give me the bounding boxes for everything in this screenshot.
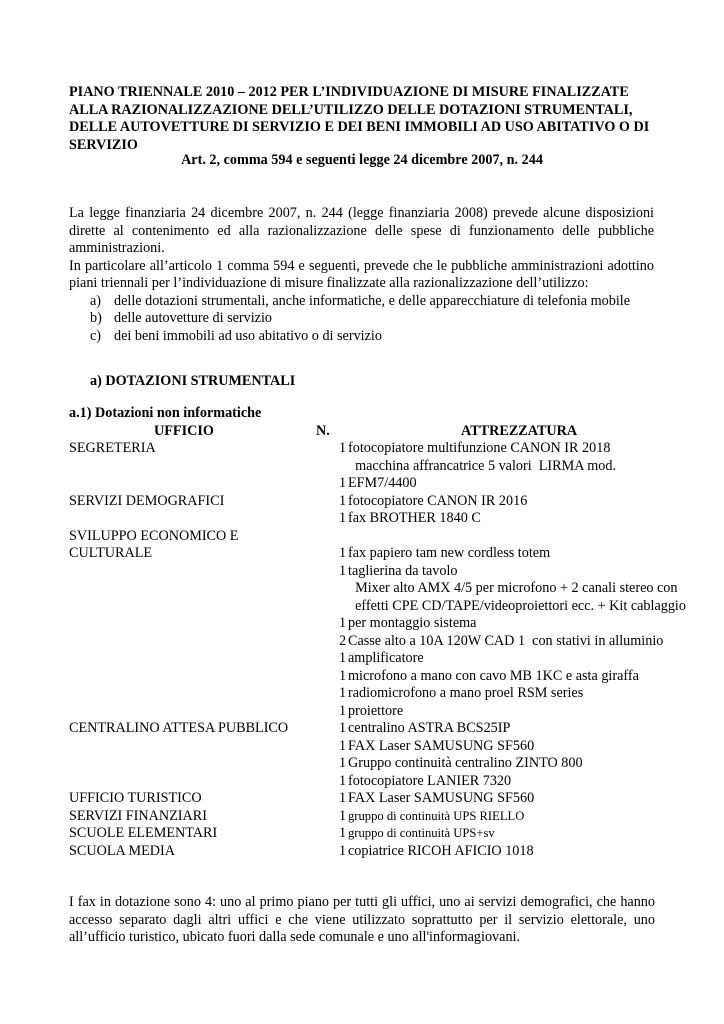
equipment-cell: FAX Laser SAMUSUNG SF560: [348, 790, 535, 806]
document-subtitle: Art. 2, comma 594 e seguenti legge 24 dicembre 2007, n. 244: [181, 152, 543, 168]
qty-cell: 1: [339, 615, 347, 631]
qty-cell: 1: [339, 545, 347, 561]
equipment-cell: gruppo di continuità UPS+sv: [348, 826, 495, 840]
list-item-text: delle dotazioni strumentali, anche informatiche, e delle apparecchiature di telefonia mobile: [114, 292, 631, 309]
office-cell: SERVIZI DEMOGRAFICI: [69, 492, 225, 509]
equipment-cell: effetti CPE CD/TAPE/videoproiettori ecc. + Kit cablaggio: [348, 597, 686, 614]
office-cell: SCUOLA MEDIA: [69, 842, 176, 859]
table-row: [0, 563, 724, 581]
table-row: [0, 755, 724, 773]
qty-cell: 1: [339, 807, 347, 824]
table-row: [0, 773, 724, 791]
qty-cell: 1: [339, 685, 347, 701]
intro-paragraph: In particolare all’articolo 1 comma 594 e seguenti, prevede che le pubbliche amministrazioni adottino piani triennali per l’individuazione di misure finalizzate alla razionalizzazione dell’utilizzo:: [69, 257, 654, 291]
table-row: [0, 650, 724, 668]
equipment-cell: taglierina da tavolo: [348, 562, 458, 579]
table-row: [0, 808, 724, 826]
equipment-cell: macchina affrancatrice 5 valori LIRMA mod.: [348, 457, 617, 474]
qty-cell: 1: [339, 737, 347, 754]
qty-cell: 1: [339, 510, 347, 526]
qty-cell: 1: [339, 492, 347, 509]
table-row: [0, 825, 724, 843]
closing-paragraph: I fax in dotazione sono 4: uno al primo piano per tutti gli uffici, uno ai servizi demografici, che hanno accesso separato dagli altri uffici e che viene utilizzato soprattutto per il servizio elettorale, uno all’ufficio turistico, ubicato fuori dalla sede comunale e uno all'informagiovani.: [69, 894, 655, 945]
subsection-heading: a.1) Dotazioni non informatiche: [69, 405, 262, 421]
office-cell: CENTRALINO ATTESA PUBBLICO: [69, 720, 289, 736]
equipment-cell: FAX Laser SAMUSUNG SF560: [348, 737, 535, 754]
equipment-cell: fotocopiatore CANON IR 2016: [348, 492, 528, 509]
office-cell: SVILUPPO ECONOMICO E: [69, 527, 239, 544]
table-row: [0, 633, 724, 651]
equipment-cell: proiettore: [348, 702, 404, 719]
qty-cell: 1: [339, 650, 347, 666]
table-row: [0, 580, 724, 598]
list-item-text: dei beni immobili ad uso abitativo o di servizio: [114, 327, 382, 344]
table-row: [0, 510, 724, 528]
qty-cell: 2: [339, 632, 347, 649]
document-title: PIANO TRIENNALE 2010 – 2012 PER L’INDIVIDUAZIONE DI MISURE FINALIZZATE ALLA RAZIONALIZZAZIONE DELL’UTILIZZO DELLE DOTAZIONI STRUMENTALI, DELLE AUTOVETTURE DI SERVIZIO E DEI BENI IMMOBILI AD USO ABITATIVO O DI SERVIZIO: [69, 84, 650, 153]
table-row: [0, 685, 724, 703]
column-header-qty: N.: [316, 423, 330, 439]
equipment-cell: EFM7/4400: [348, 475, 417, 491]
office-cell: CULTURALE: [69, 545, 153, 561]
qty-cell: 1: [339, 790, 347, 806]
table-row: [0, 598, 724, 616]
list-item: [69, 293, 654, 311]
intro-list: [69, 293, 654, 346]
intro-section: [69, 205, 654, 345]
equipment-cell: Gruppo continuità centralino ZINTO 800: [348, 755, 583, 771]
column-header-item: ATTREZZATURA: [461, 423, 578, 439]
qty-cell: 1: [339, 667, 347, 684]
table-row: [0, 790, 724, 808]
intro-paragraph: La legge finanziaria 24 dicembre 2007, n. 244 (legge finanziaria 2008) prevede alcune disposizioni dirette al contenimento ed alla razionalizzazione delle spese di funzionamento delle pubbliche amministrazioni.: [69, 205, 654, 256]
qty-cell: 1: [339, 475, 347, 491]
table-row: [0, 493, 724, 511]
table-row: [0, 720, 724, 738]
office-cell: SCUOLE ELEMENTARI: [69, 825, 218, 841]
equipment-cell: Mixer alto AMX 4/5 per microfono + 2 canali stereo con: [348, 580, 678, 596]
equipment-cell: fax papiero tam new cordless totem: [348, 545, 551, 561]
equipment-cell: fax BROTHER 1840 C: [348, 510, 481, 526]
table-row: [0, 843, 724, 861]
table-row: [0, 545, 724, 563]
list-item: [69, 328, 654, 346]
qty-cell: 1: [339, 825, 347, 841]
qty-cell: 1: [339, 772, 347, 789]
equipment-cell: amplificatore: [348, 650, 424, 666]
equipment-table: [0, 440, 724, 860]
list-marker: c): [90, 327, 102, 344]
equipment-cell: microfono a mano con cavo MB 1KC e asta giraffa: [348, 667, 639, 684]
section-heading: a) DOTAZIONI STRUMENTALI: [90, 373, 296, 389]
office-cell: SEGRETERIA: [69, 440, 156, 456]
table-row: [0, 458, 724, 476]
equipment-cell: fotocopiatore LANIER 7320: [348, 772, 512, 789]
qty-cell: 1: [339, 842, 347, 859]
qty-cell: 1: [339, 755, 347, 771]
qty-cell: 1: [339, 562, 347, 579]
equipment-cell: copiatrice RICOH AFICIO 1018: [348, 842, 534, 859]
equipment-cell: per montaggio sistema: [348, 615, 477, 631]
list-item-text: delle autovetture di servizio: [114, 310, 272, 326]
table-row: [0, 668, 724, 686]
equipment-cell: gruppo di continuità UPS RIELLO: [348, 808, 525, 823]
equipment-cell: fotocopiatore multifunzione CANON IR 2018: [348, 440, 611, 456]
equipment-cell: centralino ASTRA BCS25IP: [348, 720, 511, 736]
equipment-cell: radiomicrofono a mano proel RSM series: [348, 685, 584, 701]
office-cell: UFFICIO TURISTICO: [69, 790, 202, 806]
table-row: [0, 615, 724, 633]
list-marker: b): [90, 310, 102, 326]
table-row: [0, 738, 724, 756]
equipment-cell: Casse alto a 10A 120W CAD 1 con stativi in alluminio: [348, 632, 664, 649]
table-row: [0, 528, 724, 546]
qty-cell: 1: [339, 720, 347, 736]
table-row: [0, 703, 724, 721]
table-row: [0, 440, 724, 458]
list-marker: a): [90, 292, 102, 309]
column-header-office: UFFICIO: [154, 423, 214, 439]
table-row: [0, 475, 724, 493]
office-cell: SERVIZI FINANZIARI: [69, 807, 207, 824]
qty-cell: 1: [339, 702, 347, 719]
list-item: [69, 310, 654, 328]
qty-cell: 1: [339, 440, 347, 456]
